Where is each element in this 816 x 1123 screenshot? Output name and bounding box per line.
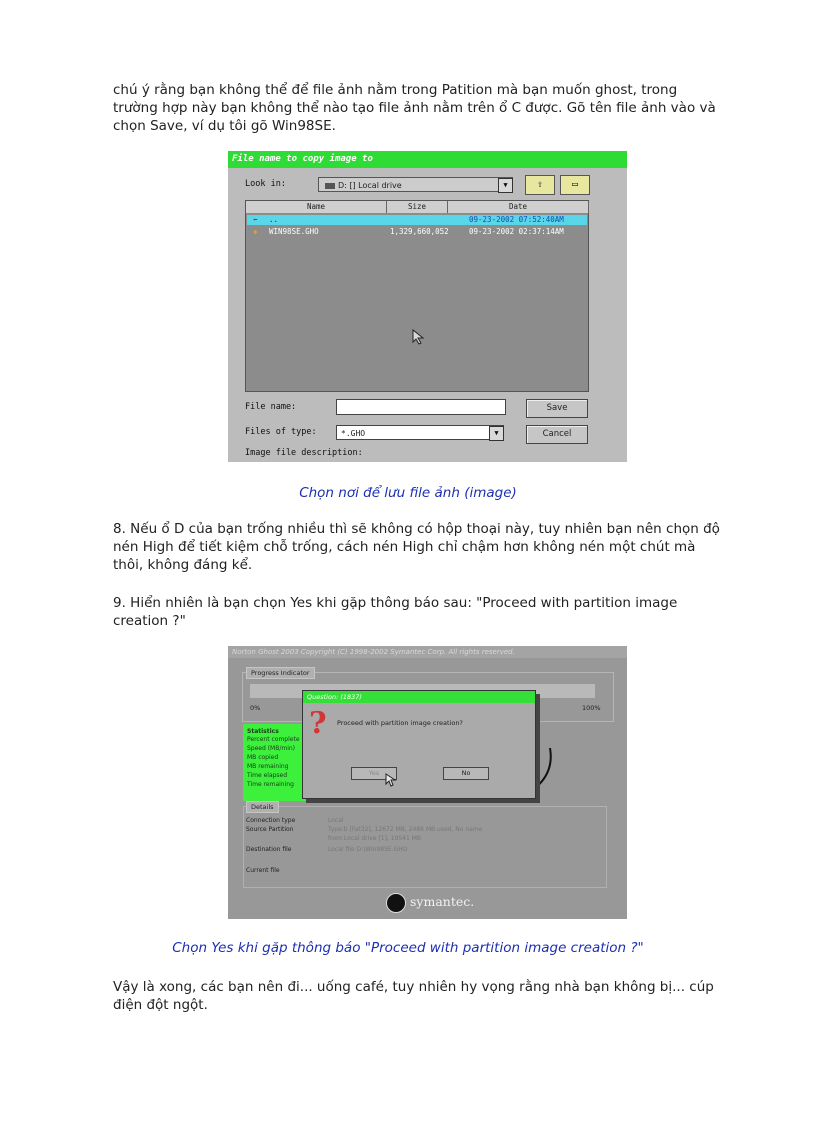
files-of-type-dropdown-arrow-icon[interactable]: ▼	[489, 426, 504, 441]
details-label: Details	[246, 801, 279, 813]
symantec-brand-text: symantec.	[410, 894, 475, 909]
back-arrow-icon: ⬅	[253, 215, 258, 224]
file-dialog-title: File name to copy image to	[228, 151, 627, 168]
stat-speed: Speed (MB/min)	[247, 745, 296, 752]
intro-paragraph: chú ý rằng bạn không thể để file ảnh nằm trong Patition mà bạn muốn ghost, trong trường hợp này bạn không thể nào tạo file ảnh nằm trên ổ C được. Gõ tên file ảnh vào và chọn Save, ví dụ tôi gõ Win98SE.	[113, 82, 716, 134]
stat-percent-complete: Percent complete	[247, 736, 300, 743]
file-row-win98se[interactable]	[247, 227, 587, 237]
look-in-combo[interactable]	[318, 177, 513, 192]
question-mark-icon: ?	[309, 706, 327, 741]
detail-source-partition-label: Source Partition	[246, 826, 294, 833]
file-date: 09-23-2002 07:52:40AM	[469, 215, 564, 224]
up-folder-icon[interactable]: ⇧	[525, 175, 555, 195]
details-panel	[243, 806, 607, 888]
progress-start-label: 0%	[250, 704, 261, 712]
stat-mb-copied: MB copied	[247, 754, 279, 761]
column-header-name[interactable]: Name	[246, 201, 387, 213]
detail-connection-type-value: Local	[328, 817, 344, 824]
detail-destination-file-label: Destination file	[246, 846, 292, 853]
file-name: ..	[269, 215, 279, 224]
stat-time-remaining: Time remaining	[247, 781, 294, 788]
figure1-caption: Chọn nơi để lưu file ảnh (image)	[299, 485, 517, 501]
look-in-label: Look in:	[245, 179, 286, 189]
column-header-date[interactable]: Date	[448, 201, 589, 213]
detail-current-file-label: Current file	[246, 867, 280, 874]
file-name-input[interactable]	[336, 399, 506, 415]
file-name: WIN98SE.GHO	[269, 227, 319, 236]
progress-end-label: 100%	[582, 704, 601, 712]
stat-mb-remaining: MB remaining	[247, 763, 289, 770]
no-button[interactable]: No	[443, 767, 489, 780]
figure2-caption: Chọn Yes khi gặp thông báo "Proceed with partition image creation ?"	[172, 940, 644, 956]
symantec-logo	[386, 892, 474, 913]
files-of-type-label: Files of type:	[245, 427, 317, 437]
file-row-parent[interactable]	[247, 215, 587, 225]
question-text: Proceed with partition image creation?	[337, 719, 463, 727]
mouse-cursor-icon	[385, 773, 397, 787]
yes-button[interactable]: Yes	[351, 767, 397, 780]
drive-icon	[325, 183, 335, 189]
ghost-progress-screenshot	[228, 646, 627, 919]
mouse-cursor-icon	[412, 329, 426, 345]
ghost-file-icon: ◆	[253, 227, 258, 236]
detail-connection-type-label: Connection type	[246, 817, 296, 824]
file-name-label: File name:	[245, 402, 297, 412]
file-list[interactable]	[245, 200, 589, 392]
statistics-label: Statistics	[247, 728, 279, 735]
ghost-title: Norton Ghost 2003 Copyright (C) 1998-2002 Symantec Corp. All rights reserved.	[228, 646, 627, 658]
step8-paragraph: 8. Nếu ổ D của bạn trống nhiều thì sẽ không có hộp thoại này, tuy nhiên bạn nên chọn độ nén High để tiết kiệm chỗ trống, cách nén High chỉ chậm hơn không nén một chút mà thôi, không đáng kể.	[113, 521, 720, 573]
detail-source-partition-value: Type:b [Fat32], 12672 MB, 2486 MB used, No name	[328, 826, 483, 833]
detail-source-drive-value: from Local drive [1], 19541 MB	[328, 835, 422, 842]
save-button[interactable]: Save	[526, 399, 588, 418]
new-folder-icon[interactable]: ▭	[560, 175, 590, 195]
look-in-dropdown-arrow-icon[interactable]: ▼	[498, 178, 513, 193]
question-dialog-title: Question: (1837)	[303, 691, 535, 703]
proceed-question-dialog	[302, 690, 536, 799]
file-date: 09-23-2002 02:37:14AM	[469, 227, 564, 236]
file-dialog-screenshot	[228, 151, 627, 462]
step9-paragraph: 9. Hiển nhiên là bạn chọn Yes khi gặp thông báo sau: "Proceed with partition image creation ?"	[113, 595, 678, 629]
image-description-label: Image file description:	[245, 448, 363, 458]
look-in-value: D: [] Local drive	[338, 181, 402, 190]
detail-destination-file-value: Local file D:\Win98SE.GHO	[328, 846, 408, 853]
symantec-logo-icon	[386, 893, 406, 913]
files-of-type-select[interactable]: *.GHO	[336, 425, 504, 440]
outro-paragraph: Vậy là xong, các bạn nên đi... uống café, tuy nhiên hy vọng rằng nhà bạn không bị... cúp điện đột ngột.	[113, 979, 714, 1013]
file-size: 1,329,660,052	[390, 227, 449, 236]
progress-indicator-label: Progress Indicator	[246, 667, 315, 679]
column-header-size[interactable]: Size	[387, 201, 448, 213]
stat-time-elapsed: Time elapsed	[247, 772, 288, 779]
cancel-button[interactable]: Cancel	[526, 425, 588, 444]
